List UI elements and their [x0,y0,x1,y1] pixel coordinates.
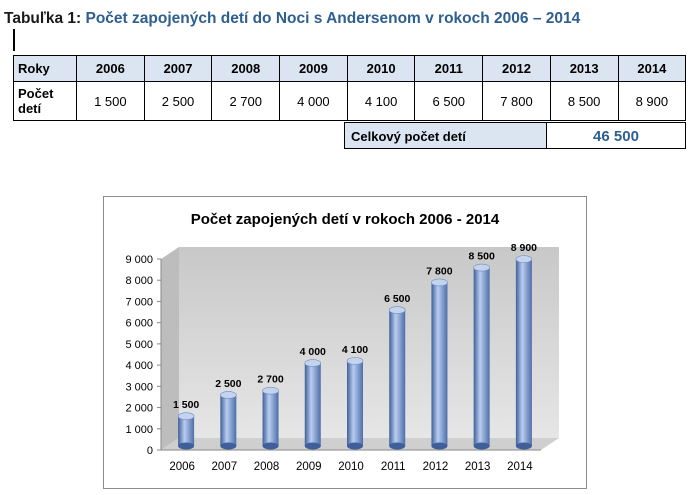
x-tick-label: 2011 [380,461,406,473]
text-cursor [13,29,15,51]
bar-bottom [516,443,532,450]
bar [220,395,236,446]
x-tick-label: 2006 [169,461,195,473]
bar [263,391,279,446]
year-cell: 2007 [144,56,212,82]
year-cell: 2009 [280,56,348,82]
x-tick-label: 2012 [422,461,449,473]
bar [347,361,363,446]
table-title [4,10,580,28]
year-cell: 2014 [618,56,686,82]
x-tick-label: 2009 [295,461,322,473]
bar [474,268,490,446]
bar-top [178,413,194,420]
count-cell: 2 700 [212,82,280,121]
bar-bottom [431,443,447,450]
table-header-row [14,56,686,82]
bar-top [220,391,236,398]
bar [389,310,405,446]
count-cell: 4 000 [280,82,348,121]
bar-bottom [220,443,236,450]
data-label: 6 500 [384,293,411,306]
y-tick-label: 2 000 [125,402,153,415]
count-cell: 2 500 [144,82,212,121]
data-label: 7 800 [426,265,453,278]
data-label: 2 500 [215,377,242,390]
table-header-label: Roky [14,56,77,82]
table-values-row [14,82,686,121]
bar-bottom [178,443,194,450]
row-label-line2: detí [18,101,42,116]
bar [178,416,194,446]
bar [431,282,447,446]
table-title-text: Počet zapojených detí do Noci s Andersenom v rokoch 2006 – 2014 [85,10,581,27]
year-cell: 2006 [77,56,145,82]
year-cell: 2008 [212,56,280,82]
y-tick-label: 1 000 [125,423,153,436]
count-cell: 8 500 [550,82,618,121]
bar-top [263,387,279,394]
y-tick-label: 6 000 [125,317,153,330]
chart-frame [103,196,587,489]
count-cell: 4 100 [347,82,415,121]
x-tick-label: 2010 [338,461,364,473]
chart-side-wall [161,247,179,450]
count-cell: 1 500 [77,82,145,121]
row-label-line1: Počet [18,86,54,101]
row-label [14,82,77,121]
table-title-label: Tabuľka 1: [4,10,82,27]
y-tick-label: 5 000 [125,338,153,351]
bar-chart [104,197,586,488]
bar-top [389,307,405,314]
bar-bottom [305,443,321,450]
bar-top [305,360,321,367]
x-tick-label: 2008 [253,461,280,473]
chart-title: Počet zapojených detí v rokoch 2006 - 2014 [190,211,500,228]
bar-bottom [347,443,363,450]
x-tick-label: 2007 [211,461,238,473]
y-tick-label: 9 000 [125,254,153,266]
x-tick-label: 2014 [507,461,533,473]
bar [516,259,532,446]
y-tick-label: 7 000 [125,296,153,309]
data-label: 1 500 [172,399,200,412]
count-cell: 6 500 [415,82,483,121]
total-value: 46 500 [547,122,686,149]
count-cell: 7 800 [483,82,551,121]
data-label: 8 500 [468,250,495,263]
bar-bottom [474,443,490,450]
bar-top [431,279,447,286]
data-label: 8 900 [510,242,538,255]
year-cell: 2012 [483,56,551,82]
bar [305,363,321,446]
bar-bottom [263,443,279,450]
data-label: 4 000 [299,346,326,359]
data-table [13,55,686,121]
data-label: 4 100 [341,343,369,356]
y-tick-label: 0 [146,445,153,457]
bar-top [516,256,532,263]
bar-bottom [389,443,405,450]
total-label: Celkový počet detí [344,122,547,149]
x-tick-label: 2013 [464,461,491,473]
y-tick-label: 8 000 [125,275,153,288]
bar-top [347,357,363,364]
y-tick-label: 3 000 [125,381,153,394]
data-label: 2 700 [257,373,284,386]
year-cell: 2013 [550,56,618,82]
year-cell: 2011 [415,56,483,82]
bar-top [474,264,490,271]
count-cell: 8 900 [618,82,686,121]
y-tick-label: 4 000 [125,360,153,373]
year-cell: 2010 [347,56,415,82]
